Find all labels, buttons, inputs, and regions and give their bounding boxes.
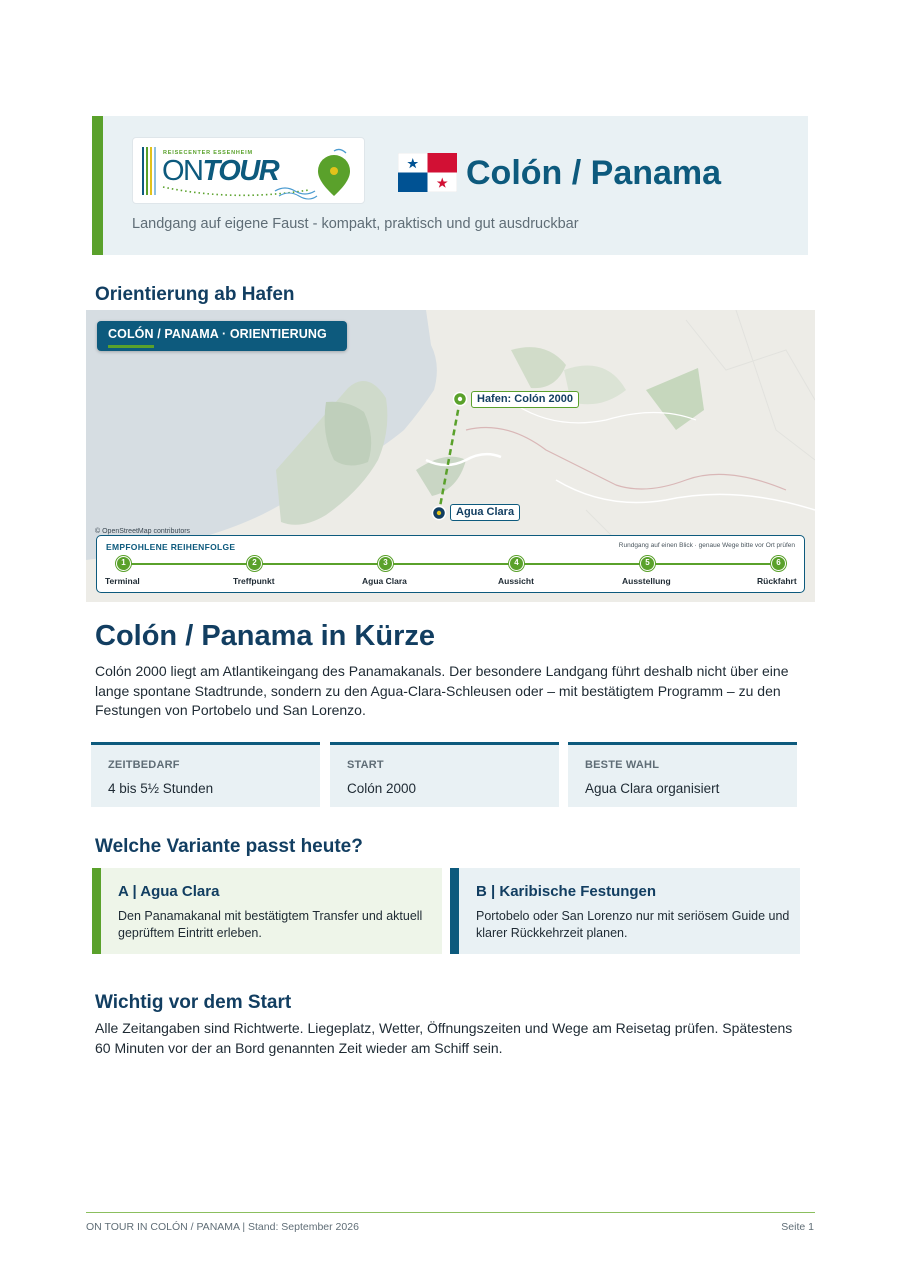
route-note: Rundgang auf einen Blick · genaue Wege bitte vor Ort prüfen — [618, 542, 795, 549]
route-step-marker: 1 — [116, 556, 131, 571]
fact-card-time — [91, 742, 320, 807]
variant-text: Portobelo oder San Lorenzo nur mit seriösem Guide und klarer Rückkehrzeit planen. — [476, 909, 790, 940]
map-attribution: © OpenStreetMap contributors — [95, 528, 191, 535]
map-section-heading: Orientierung ab Hafen — [95, 284, 295, 305]
route-step-marker: 3 — [378, 556, 393, 571]
header-accent-bar — [92, 116, 103, 255]
fact-label: BESTE WAHL — [585, 759, 660, 771]
fact-card-best-choice — [568, 742, 797, 807]
route-step-marker: 6 — [771, 556, 786, 571]
fact-label: START — [347, 759, 384, 771]
page-number: Seite 1 — [781, 1221, 814, 1233]
route-step-label: Agua Clara — [362, 576, 407, 586]
route-step-label: Rückfahrt — [757, 576, 797, 586]
fact-value: Colón 2000 — [347, 781, 417, 796]
page-subtitle: Landgang auf eigene Faust - kompakt, praktisch und gut ausdruckbar — [132, 216, 579, 232]
footer-text: ON TOUR IN COLÓN / PANAMA | Stand: September 2026 — [86, 1221, 359, 1233]
logo-pin-icon — [133, 138, 366, 205]
variant-title: A | Agua Clara — [118, 883, 220, 900]
panama-flag-icon — [398, 153, 457, 192]
summary-text: Colón 2000 liegt am Atlantikeingang des Panamakanals. Der besondere Landgang führt deshalb nicht über eine lange spontane Stadtrunde, sondern zu den Agua-Clara-Schleusen oder – mit bestätigtem Programm – zu den Festungen von Portobelo und San Lorenzo. — [95, 663, 789, 718]
important-heading: Wichtig vor dem Start — [95, 992, 292, 1013]
fact-label: ZEITBEDARF — [108, 759, 180, 771]
summary-heading: Colón / Panama in Kürze — [95, 620, 435, 652]
map-title-badge: COLÓN / PANAMA · ORIENTIERUNG — [97, 321, 347, 351]
orientation-map[interactable] — [86, 310, 815, 602]
route-line — [124, 563, 778, 565]
route-step-label: Ausstellung — [622, 576, 671, 586]
page-header — [92, 116, 808, 255]
recommended-route-box — [96, 535, 805, 593]
route-step-marker: 4 — [509, 556, 524, 571]
fact-value: Agua Clara organisiert — [585, 781, 720, 796]
fact-value: 4 bis 5½ Stunden — [108, 781, 214, 796]
route-step-marker: 2 — [247, 556, 262, 571]
variant-text: Den Panamakanal mit bestätigtem Transfer und aktuell geprüftem Eintritt erleben. — [118, 909, 423, 940]
variant-card-b — [450, 868, 800, 954]
footer-divider — [86, 1212, 815, 1213]
page-title: Colón / Panama — [466, 154, 722, 192]
fact-card-start — [330, 742, 559, 807]
variant-card-a — [92, 868, 442, 954]
ontour-logo — [132, 137, 365, 204]
route-step-label: Terminal — [105, 576, 140, 586]
variant-title: B | Karibische Festungen — [476, 883, 657, 900]
port-pin-label: Hafen: Colón 2000 — [471, 391, 579, 408]
route-step-marker: 5 — [640, 556, 655, 571]
logo-subtitle: REISECENTER ESSENHEIM — [163, 150, 253, 156]
agua-clara-pin-label: Agua Clara — [450, 504, 520, 521]
route-title: EMPFOHLENE REIHENFOLGE — [106, 542, 236, 552]
route-step-label: Aussicht — [498, 576, 534, 586]
port-pin-icon — [454, 393, 467, 406]
logo-wordmark: ONTOUR — [162, 155, 279, 187]
important-text: Alle Zeitangaben sind Richtwerte. Liegeplatz, Wetter, Öffnungszeiten und Wege am Reisetag prüfen. Spätestens 60 Minuten vor der an Bord genannten Zeit wieder am Schiff sein. — [95, 1020, 793, 1056]
agua-clara-pin-icon — [433, 507, 446, 520]
route-step-label: Treffpunkt — [233, 576, 275, 586]
variants-heading: Welche Variante passt heute? — [95, 836, 363, 857]
